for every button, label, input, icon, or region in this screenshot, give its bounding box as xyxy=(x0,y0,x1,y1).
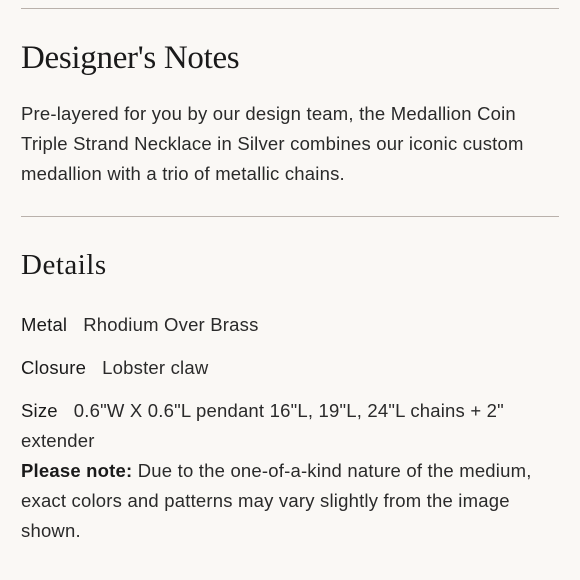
details-heading: Details xyxy=(21,249,107,281)
section-divider xyxy=(21,216,559,217)
details-list xyxy=(21,310,559,546)
size-value: 0.6"W X 0.6"L pendant 16"L, 19"L, 24"L chains + 2" extender xyxy=(21,400,504,451)
metal-value: Rhodium Over Brass xyxy=(83,314,259,335)
product-description xyxy=(21,0,559,546)
please-note xyxy=(21,456,559,546)
detail-row-closure xyxy=(21,353,559,383)
designers-notes-text: Pre-layered for you by our design team, the Medallion Coin Triple Strand Necklace in Silver combines our iconic custom medallion with a trio of metallic chains. xyxy=(21,103,524,184)
top-divider xyxy=(21,8,559,9)
designers-notes-heading: Designer's Notes xyxy=(21,40,240,76)
detail-row-metal xyxy=(21,310,559,340)
please-note-text: Due to the one-of-a-kind nature of the medium, exact colors and patterns may vary slightly from the image shown. xyxy=(21,460,532,541)
closure-value: Lobster claw xyxy=(102,357,209,378)
detail-row-size xyxy=(21,396,559,456)
metal-label: Metal xyxy=(21,314,68,335)
size-label: Size xyxy=(21,400,58,421)
please-note-label: Please note: xyxy=(21,460,133,481)
closure-label: Closure xyxy=(21,357,87,378)
